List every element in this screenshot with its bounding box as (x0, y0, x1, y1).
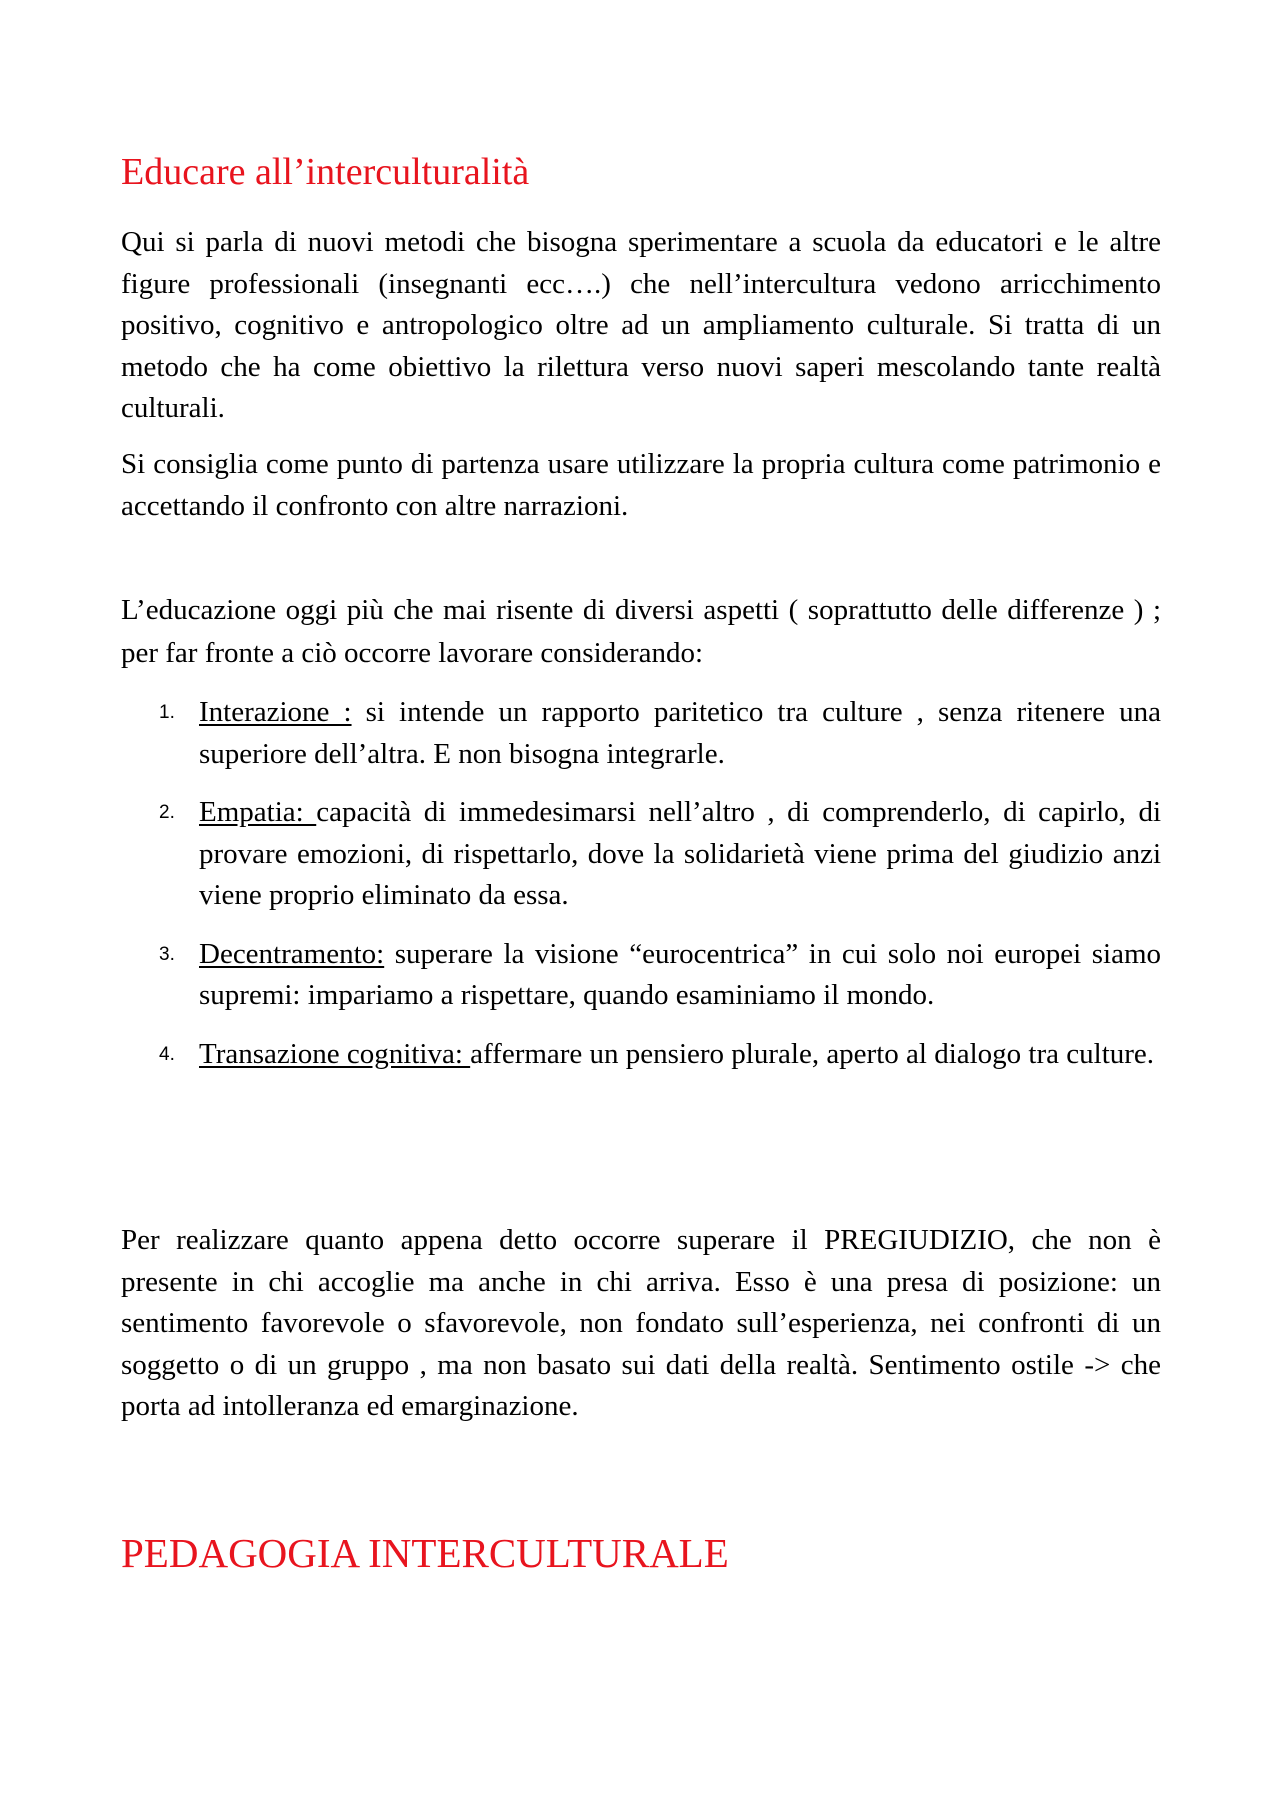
page-title: Educare all’interculturalità (121, 151, 530, 193)
principles-list (121, 692, 1161, 1092)
list-item (121, 692, 1161, 775)
list-item-number: 2. (159, 802, 175, 823)
list-item-term: Empatia: (199, 796, 317, 828)
advice-paragraph: Si consiglia come punto di partenza usare utilizzare la propria cultura come patrimonio e accettando il confronto con altre narrazioni. (121, 448, 1161, 522)
intro-paragraph: Qui si parla di nuovi metodi che bisogna sperimentare a scuola da educatori e le altre figure professionali (insegnanti ecc….) che nell’intercultura vedono arricchimento positivo, cognitivo e antropologico oltre ad un ampliamento culturale. Si tratta di un metodo che ha come obiettivo la rilettura verso nuovi saperi mescolando tante realtà culturali. (121, 226, 1161, 424)
list-item-number: 4. (159, 1043, 175, 1065)
list-item-text: si intende un rapporto paritetico tra culture , senza ritenere una superiore dell’altra. E non bisogna integrarle. (199, 696, 1161, 770)
list-item-text: affermare un pensiero plurale, aperto al dialogo tra culture. (470, 1037, 1155, 1070)
list-item-term: Transazione cognitiva: (199, 1037, 471, 1070)
list-item (121, 1034, 1161, 1076)
list-item-term: Interazione : (199, 696, 352, 728)
list-item (121, 934, 1161, 1017)
list-item-text: superare la visione “eurocentrica” in cui solo noi europei siamo supremi: impariamo a rispettare, quando esaminiamo il mondo. (199, 937, 1161, 1011)
list-item-number: 1. (159, 702, 175, 723)
prejudice-paragraph: Per realizzare quanto appena detto occorre superare il PREGIUDIZIO, che non è presente in chi accoglie ma anche in chi arriva. Esso è una presa di posizione: un sentimento favorevole o sfavorevole, non fondato sull’esperienza, nei confronti di un soggetto o di un gruppo , ma non basato sui dati della realtà. Sentimento ostile -> che porta ad intolleranza ed emarginazione. (121, 1224, 1161, 1422)
section-heading: PEDAGOGIA INTERCULTURALE (121, 1530, 729, 1576)
list-item-term: Decentramento: (199, 937, 385, 970)
list-item (121, 792, 1161, 917)
list-item-text: capacità di immedesimarsi nell’altro , di comprenderlo, di capirlo, di provare emozioni, di rispettarlo, dove la solidarietà viene prima del giudizio anzi viene proprio eliminato da essa. (199, 796, 1162, 911)
list-item-number: 3. (159, 943, 175, 965)
education-paragraph: L’educazione oggi più che mai risente di diversi aspetti ( soprattutto delle differenze ) ; per far fronte a ciò occorre lavorare considerando: (121, 594, 1161, 669)
